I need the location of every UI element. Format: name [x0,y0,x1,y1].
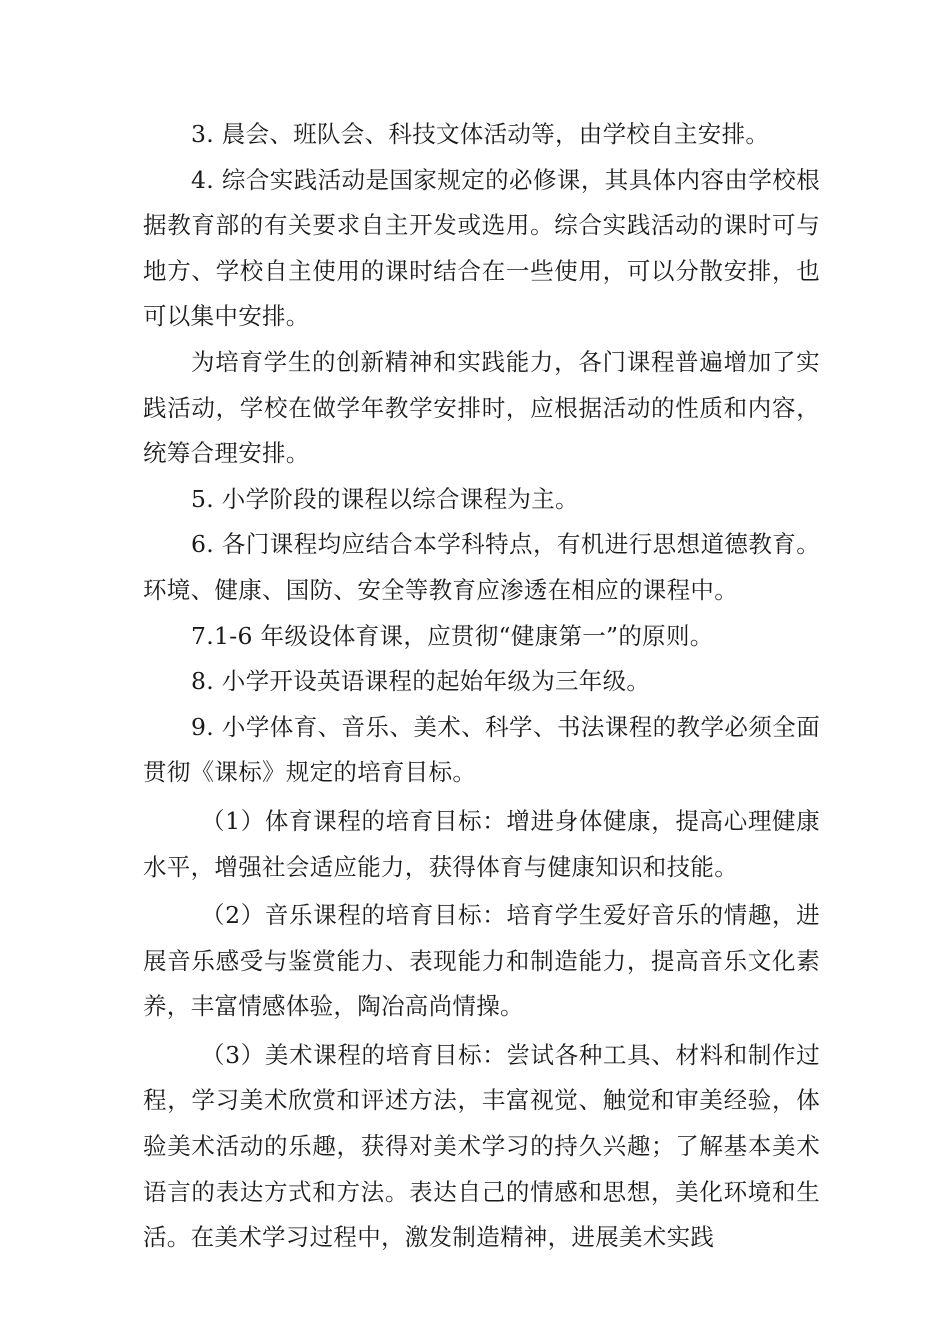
paragraph-sub-3-art: （3）美术课程的培育目标：尝试各种工具、材料和制作过程，学习美术欣赏和评述方法，丰富视觉、触觉和审美经验，体验美术活动的乐趣，获得对美术学习的持久兴趣；了解基本美术语言的表达方式和方法。表达自己的情感和思想，美化环境和生活。在美术学习过程中，激发制造精神，进展美术实践 [143,1040,820,1252]
paragraph-sub-2-music: （2）音乐课程的培育目标：培育学生爱好音乐的情趣，进展音乐感受与鉴赏能力、表现能力和制造能力，提高音乐文化素养，丰富情感体验，陶冶高尚情操。 [143,901,820,1021]
paragraph-item-8: 8. 小学开设英语课程的起始年级为三年级。 [191,667,651,696]
paragraph-item-3: 3. 晨会、班队会、科技文体活动等，由学校自主安排。 [191,120,770,148]
paragraph-item-5: 5. 小学阶段的课程以综合课程为主。 [191,484,579,513]
paragraph-item-4: 4. 综合实践活动是国家规定的必修课，其具体内容由学校根据教育部的有关要求自主开发或选用。综合实践活动的课时可与地方、学校自主使用的课时结合在一些使用，可以分散安排，也可以集中安排。 [143,165,820,331]
paragraph-item-9: 9. 小学体育、音乐、美术、科学、书法课程的教学必须全面贯彻《课标》规定的培育目标。 [143,712,820,787]
paragraph-practice-note: 为培育学生的创新精神和实践能力，各门课程普遍增加了实践活动，学校在做学年教学安排时，应根据活动的性质和内容，统筹合理安排。 [143,347,820,468]
paragraph-sub-1-pe: （1）体育课程的培育目标：增进身体健康，提高心理健康水平，增强社会适应能力，获得体育与健康知识和技能。 [143,806,820,881]
paragraph-item-6: 6. 各门课程均应结合本学科特点，有机进行思想道德教育。环境、健康、国防、安全等教育应渗透在相应的课程中。 [143,530,820,604]
paragraph-item-7: 7.1-6 年级设体育课，应贯彻“健康第一”的原则。 [191,621,714,650]
document-body [143,112,820,1261]
